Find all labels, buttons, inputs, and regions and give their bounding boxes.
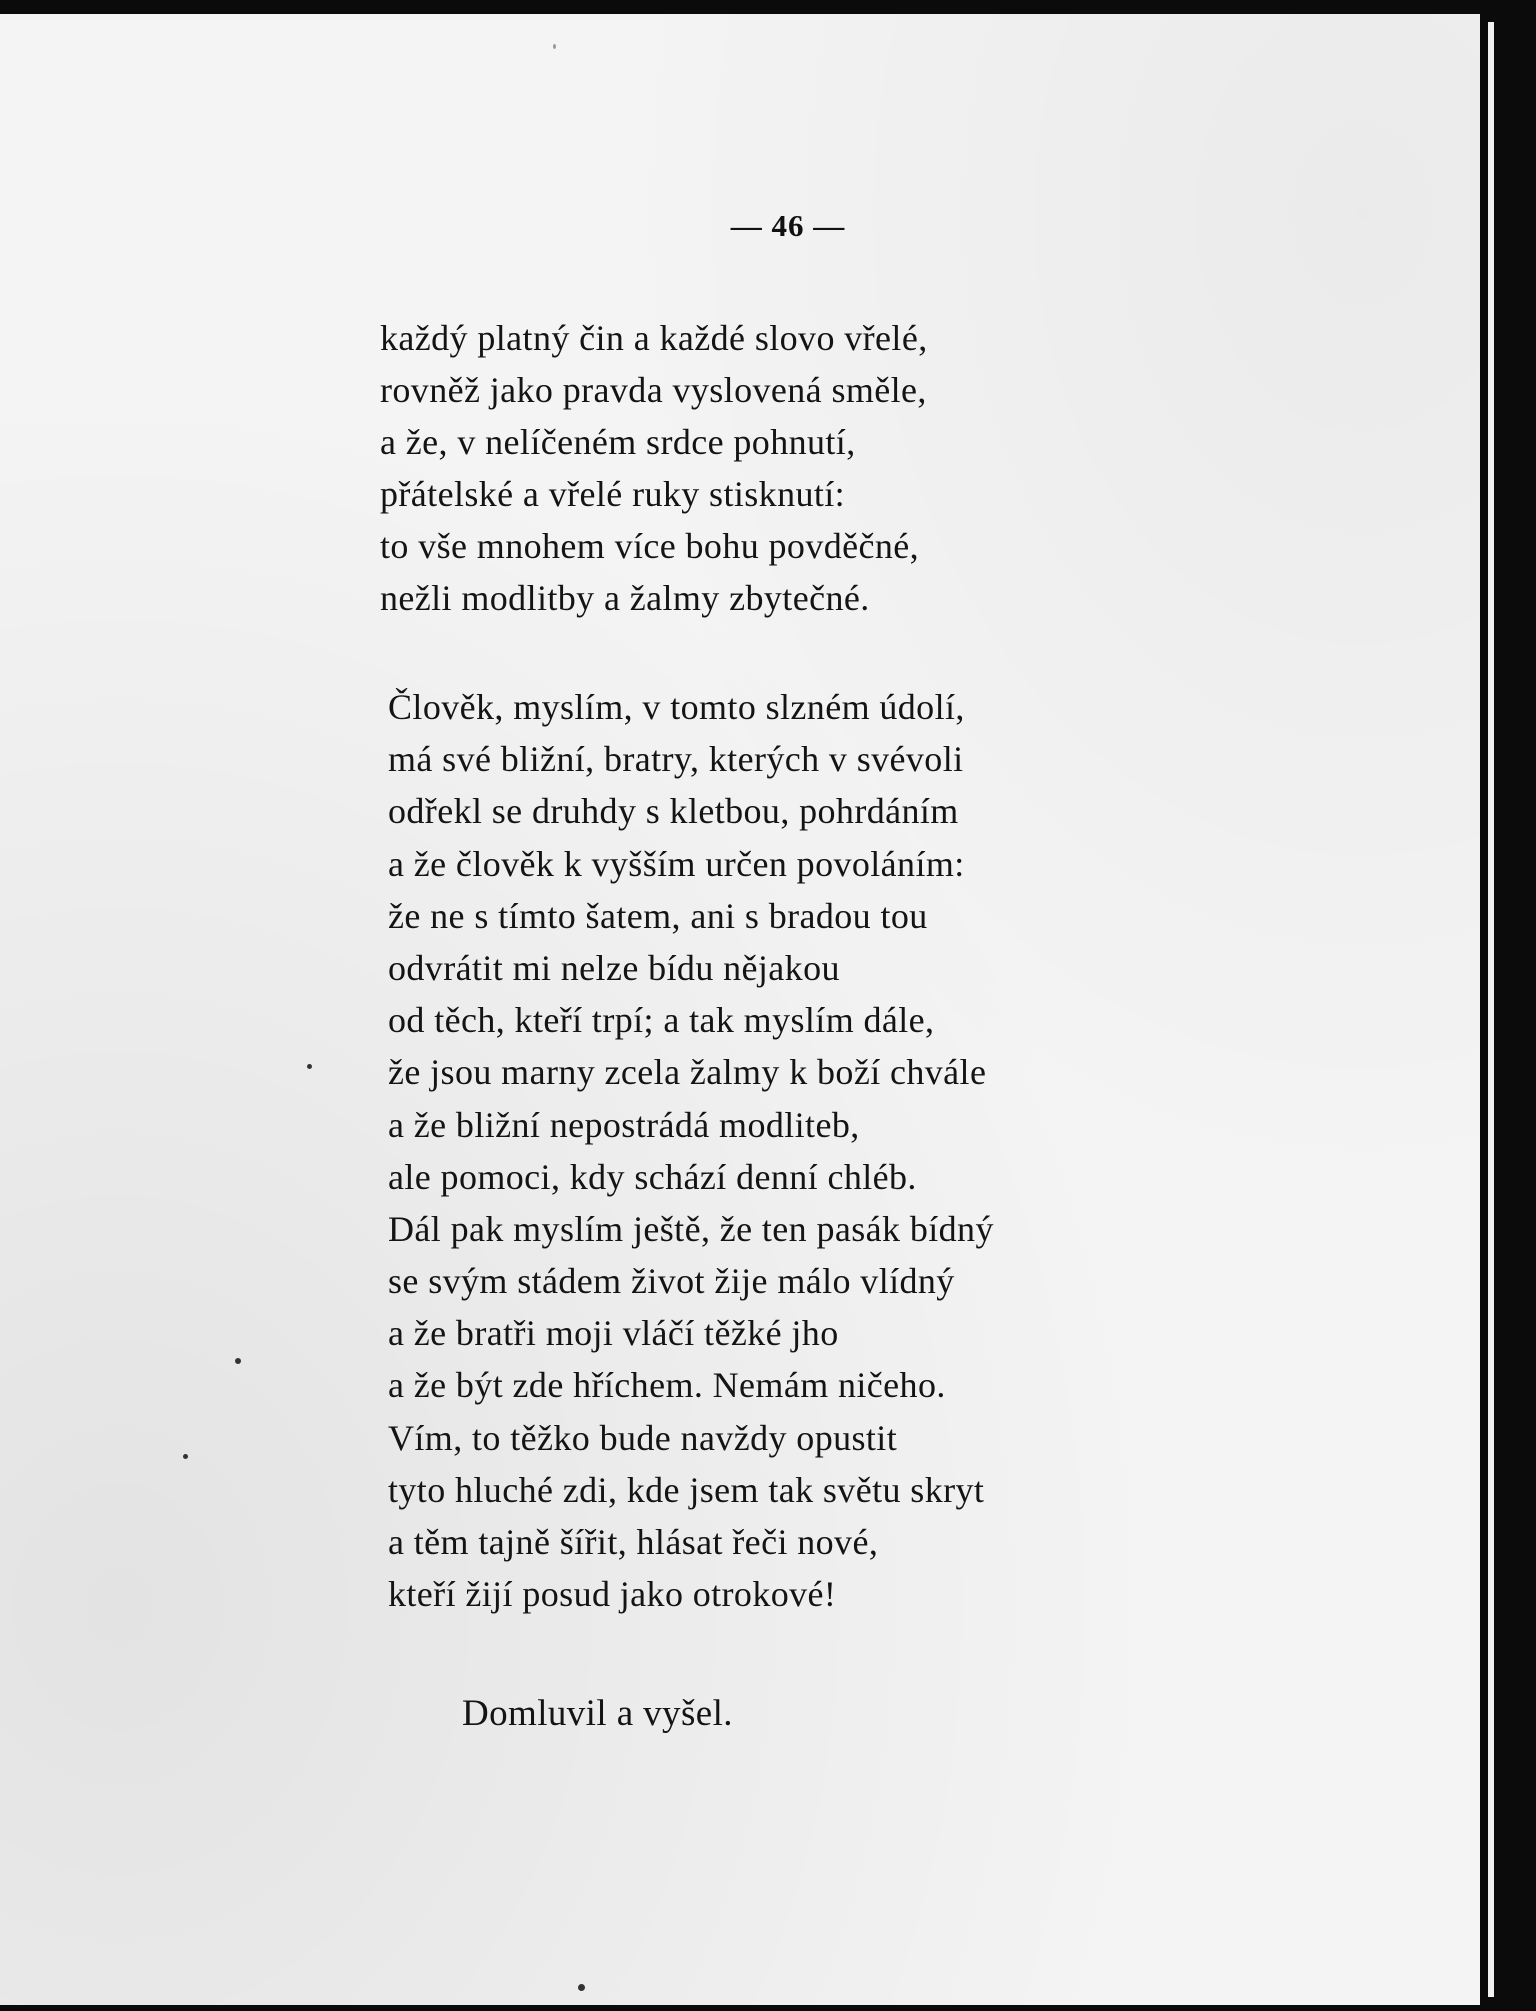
scan-speck [183,1454,188,1459]
scan-speck [578,1984,585,1991]
verse-line: tyto hluché zdi, kde jsem tak světu skryt [388,1469,985,1510]
verse-line: každý platný čin a každé slovo vřelé, [380,318,928,358]
verse-line: že jsou marny zcela žalmy k boží chvále [388,1052,987,1093]
verse-line: to vše mnohem více bohu povděčné, [380,526,920,566]
verse-line: Člověk, myslím, v tomto slzném údolí, [388,687,965,727]
scan-top-border [0,0,1536,14]
stanza-2 [388,681,994,1620]
verse-line: a těm tajně šířit, hlásat řeči nové, [388,1522,879,1562]
verse-line: a že být zde hříchem. Nemám ničeho. [388,1365,946,1406]
adjacent-page-edge [1488,22,1494,1997]
verse-line: má své bližní, bratry, kterých v svévoli [388,739,964,780]
stanza-1 [380,312,928,624]
verse-line: nežli modlitby a žalmy zbytečné. [380,578,870,618]
closing-line: Domluvil a vyšel. [462,1693,733,1734]
verse-line: přátelské a vřelé ruky stisknutí: [380,474,846,514]
scan-speck [553,44,556,49]
verse-line: a že bratři moji vláčí těžké jho [388,1313,839,1354]
scan-speck [307,1064,312,1069]
verse-line: od těch, kteří trpí; a tak myslím dále, [388,1000,935,1041]
verse-line: a že, v nelíčeném srdce pohnutí, [380,422,856,462]
verse-line: odvrátit mi nelze bídu nějakou [388,947,840,988]
verse-line: odřekl se druhdy s kletbou, pohrdáním [388,791,959,832]
scan-speck [235,1358,241,1364]
verse-line: a že bližní nepostrádá modliteb, [388,1104,860,1145]
verse-line: Dál pak myslím ještě, že ten pasák bídný [388,1208,994,1249]
verse-line: kteří žijí posud jako otrokové! [388,1574,837,1615]
verse-line: že ne s tímto šatem, ani s bradou tou [388,895,928,936]
verse-line: Vím, to těžko bude navždy opustit [388,1417,898,1458]
scan-right-border [1480,0,1536,2011]
verse-line: a že člověk k vyšším určen povoláním: [388,843,965,884]
verse-line: se svým stádem život žije málo vlídný [388,1261,955,1302]
page-number: — 46 — [730,208,846,243]
verse-line: rovněž jako pravda vyslovená směle, [380,370,927,410]
verse-line: ale pomoci, kdy schází denní chléb. [388,1156,917,1197]
